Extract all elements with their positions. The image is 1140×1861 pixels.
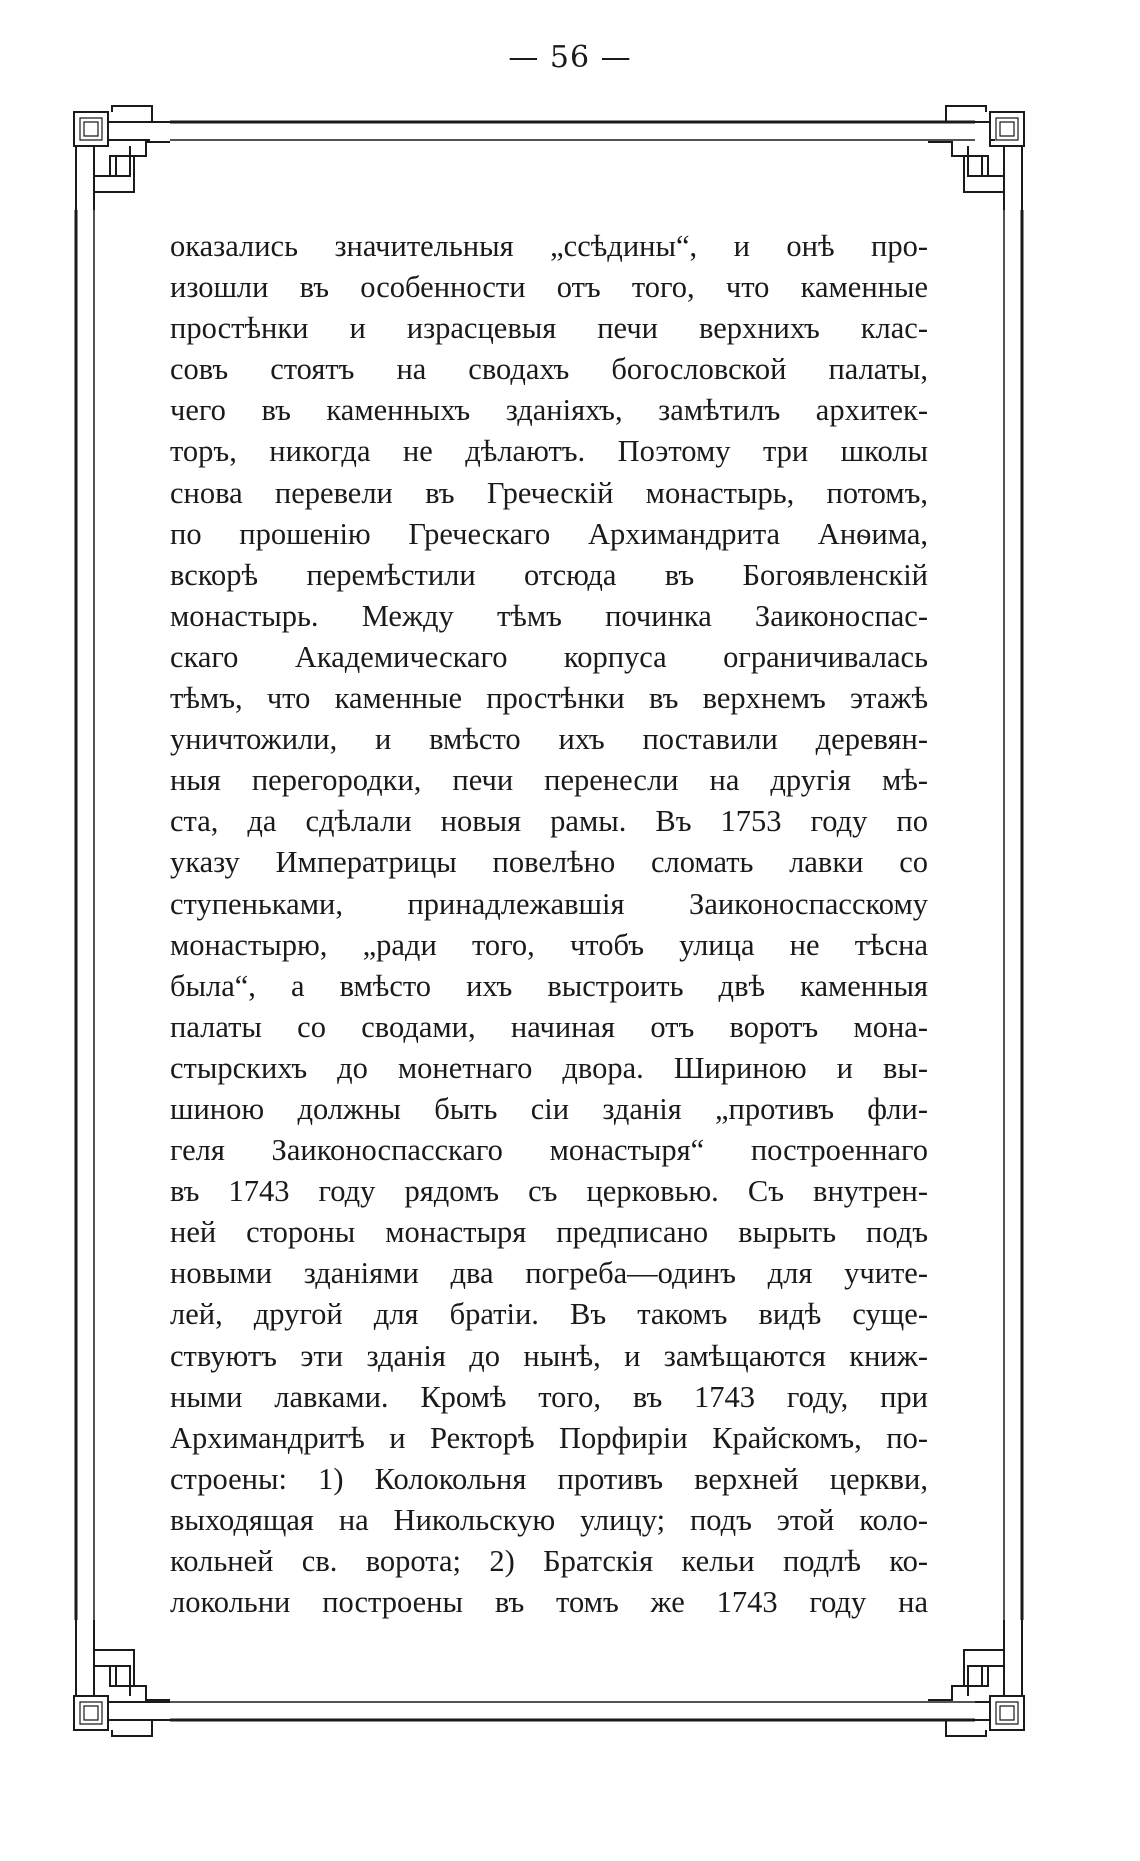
text-line: ней стороны монастыря предписано вырыть подъ	[170, 1215, 928, 1250]
text-line: новыми зданіями два погреба—одинъ для учите-	[170, 1256, 928, 1291]
body-text	[170, 226, 928, 1623]
page-number: — 56 —	[508, 40, 632, 75]
text-line: оказались значительныя „ссѣдины“, и онѣ про-	[170, 229, 928, 263]
text-line: по прошенію Греческаго Архимандрита Анѳима,	[170, 516, 928, 551]
text-line: стырскихъ до монетнаго двора. Шириною и вы-	[170, 1050, 928, 1085]
text-line: уничтожили, и вмѣсто ихъ поставили деревян-	[170, 722, 928, 757]
text-line: Архимандритѣ и Ректорѣ Порфиріи Крайскомъ, по-	[170, 1420, 928, 1455]
text-line: была“, а вмѣсто ихъ выстроить двѣ каменныя	[170, 968, 928, 1003]
text-line: изошли въ особенности отъ того, что каменные	[170, 270, 928, 305]
text-line: кольней св. ворота; 2) Братскія кельи подлѣ ко-	[170, 1544, 928, 1578]
ornament-bottom-left	[74, 1620, 170, 1736]
text-line: геля Заиконоспасскаго монастыря“ построеннаго	[170, 1133, 928, 1168]
text-line: скаго Академическаго корпуса ограничивалась	[170, 639, 928, 674]
text-line: торъ, никогда не дѣлаютъ. Поэтому три школы	[170, 434, 928, 469]
text-line: тѣмъ, что каменные простѣнки въ верхнемъ этажѣ	[170, 681, 928, 716]
text-line: ными лавками. Кромѣ того, въ 1743 году, при	[170, 1379, 928, 1414]
text-line: ныя перегородки, печи перенесли на другія мѣ-	[170, 763, 928, 798]
text-line: ста, да сдѣлали новыя рамы. Въ 1753 году по	[170, 804, 928, 839]
text-line: палаты со сводами, начиная отъ воротъ мона-	[170, 1009, 928, 1044]
text-line: совъ стоятъ на сводахъ богословской палаты,	[170, 352, 928, 387]
text-line: снова перевели въ Греческій монастырь, потомъ,	[170, 475, 928, 510]
text-line: локольни построены въ томъ же 1743 году на	[170, 1585, 928, 1620]
text-line: монастырь. Между тѣмъ починка Заиконоспас-	[170, 598, 928, 633]
ornament-top-left	[74, 106, 170, 210]
text-line: ствуютъ эти зданія до нынѣ, и замѣщаются книж-	[170, 1338, 928, 1373]
text-line: монастырю, „ради того, чтобъ улица не тѣсна	[170, 927, 928, 962]
text-line: вскорѣ перемѣстили отсюда въ Богоявленскій	[170, 557, 928, 592]
text-line: выходящая на Никольскую улицу; подъ этой коло-	[170, 1502, 928, 1537]
text-line: въ 1743 году рядомъ съ церковью. Съ внутрен-	[170, 1174, 928, 1209]
text-line: чего въ каменныхъ зданіяхъ, замѣтилъ архитек-	[170, 393, 928, 428]
text-line: шиною должны быть сіи зданія „противъ фли-	[170, 1091, 928, 1126]
text-line: лей, другой для братіи. Въ такомъ видѣ суще-	[170, 1297, 928, 1332]
text-line: указу Императрицы повелѣно сломать лавки со	[170, 845, 928, 880]
text-line: строены: 1) Колокольня противъ верхней церкви,	[170, 1461, 928, 1496]
text-line: ступеньками, принадлежавшія Заиконоспасскому	[170, 886, 928, 921]
text-line: простѣнки и израсцевыя печи верхнихъ клас-	[170, 311, 928, 346]
